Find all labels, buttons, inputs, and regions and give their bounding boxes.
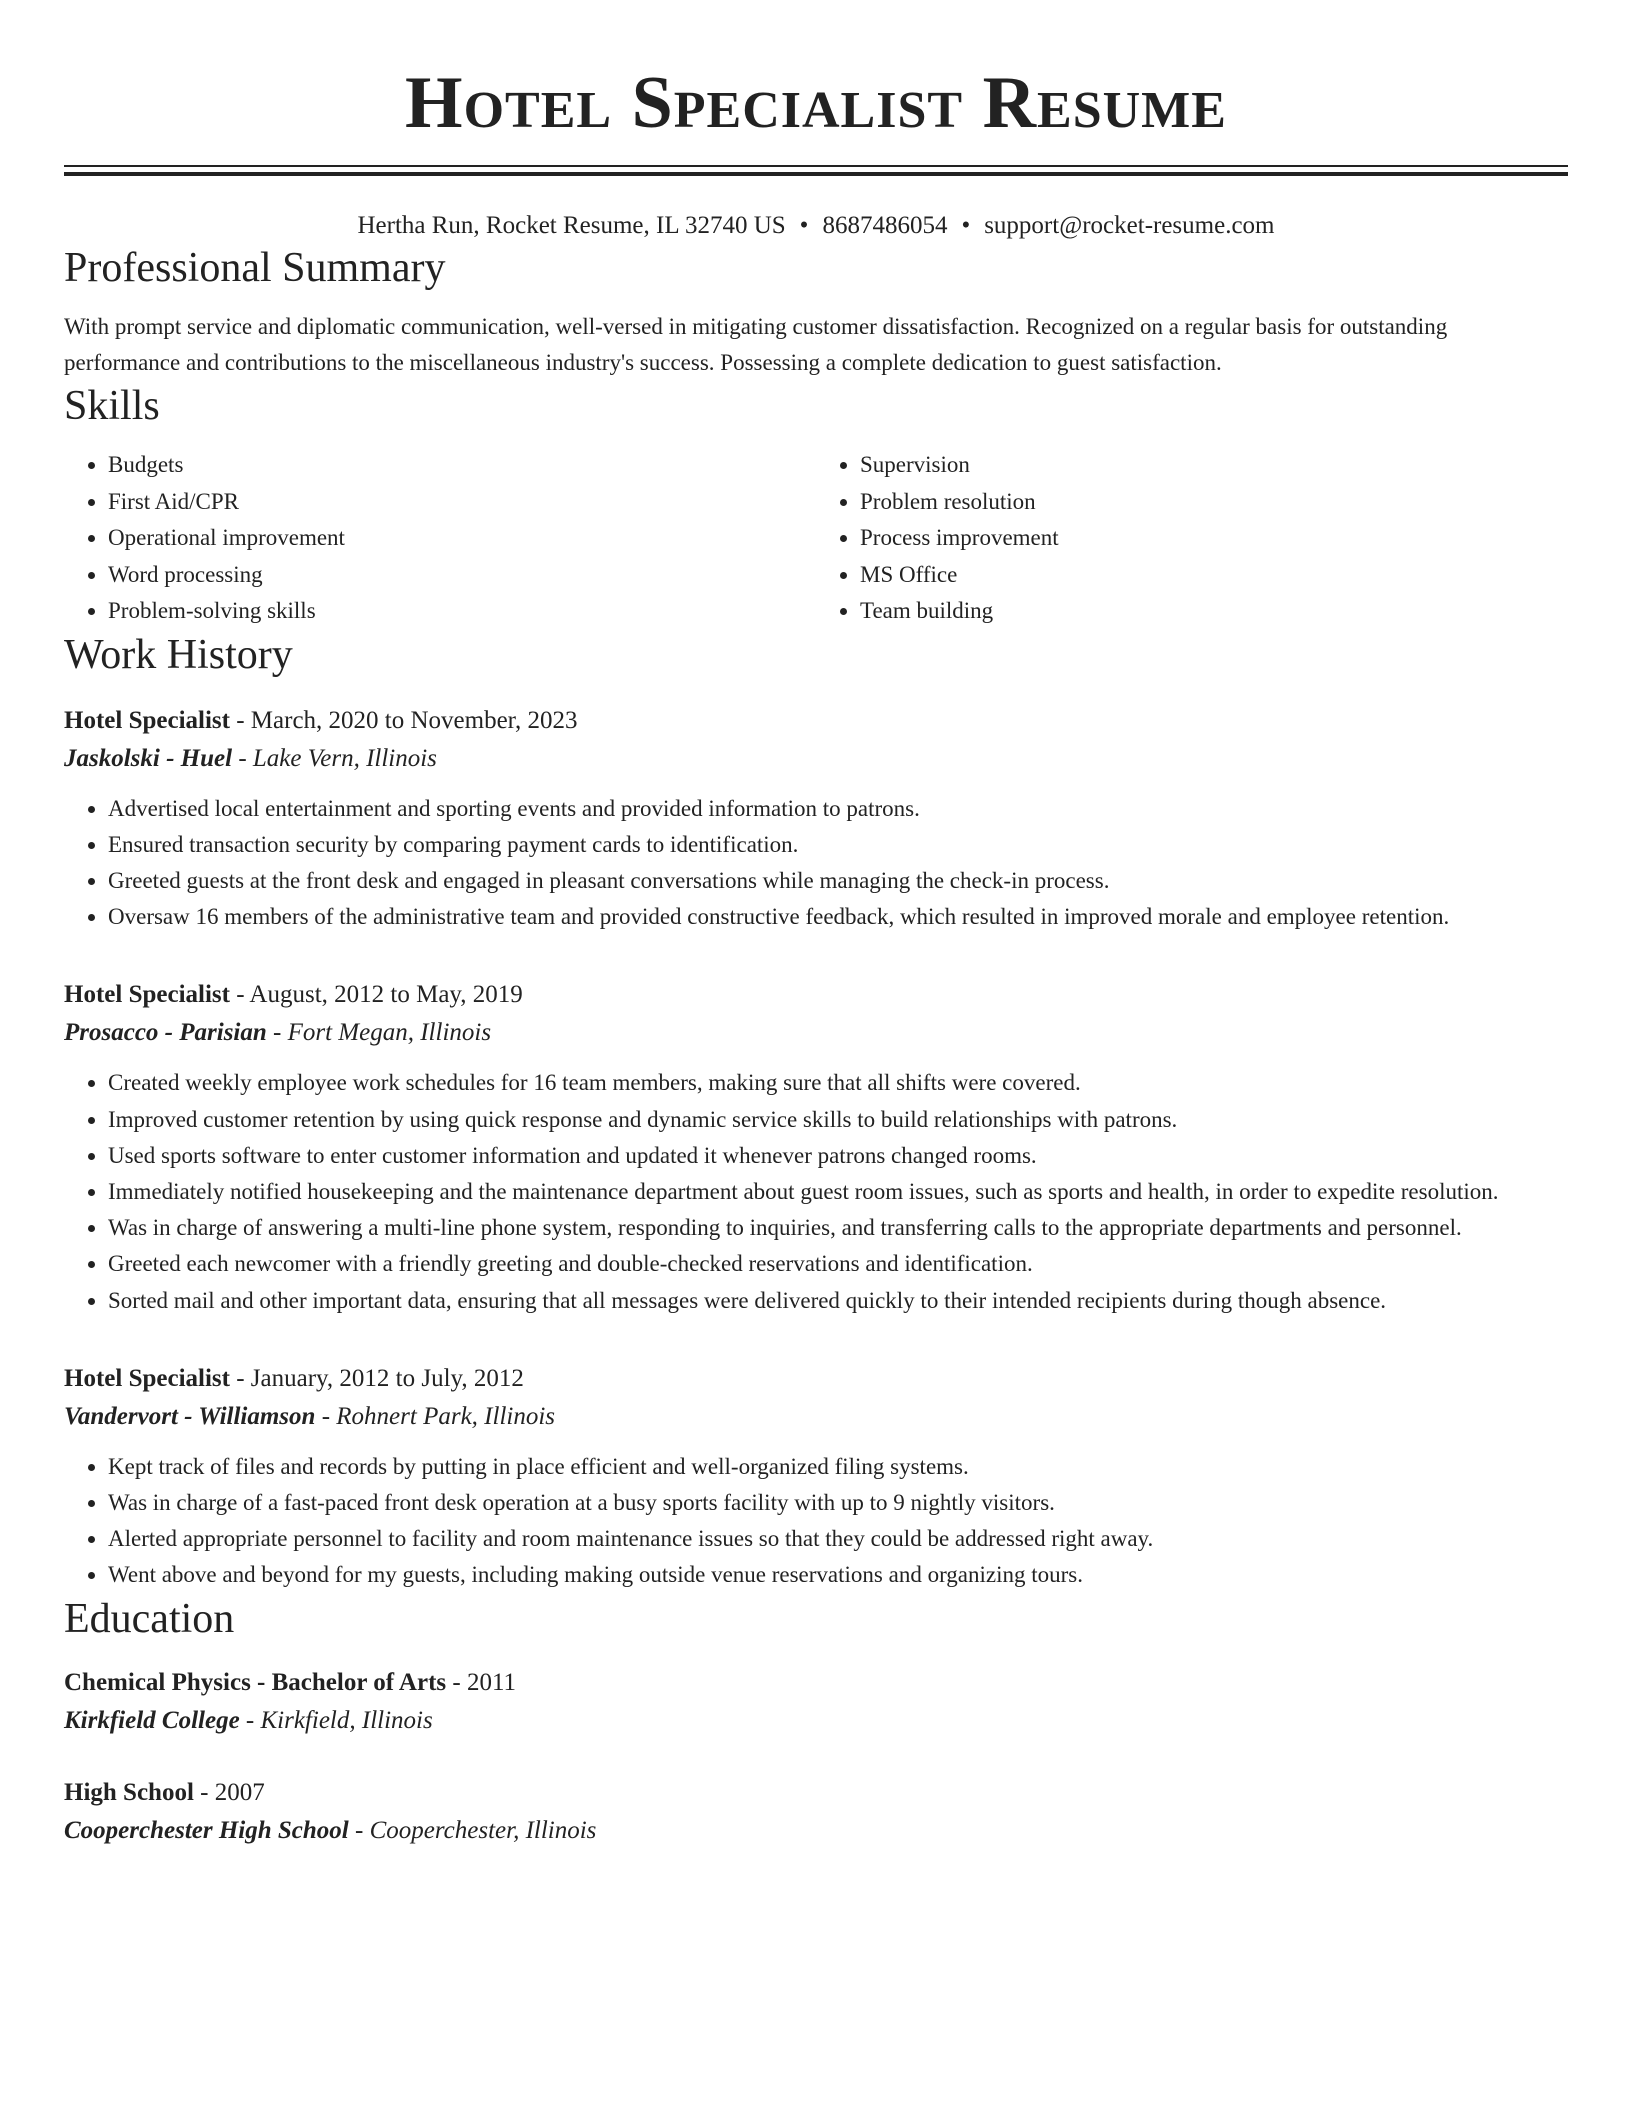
job-bullet: • Advertised local entertainment and sporting events and provided information to patrons. — [108, 791, 1568, 827]
education-school-line — [64, 1812, 1568, 1850]
job-entry — [64, 702, 1568, 936]
skills-heading: Skills — [64, 383, 160, 429]
job-company: Vandervort - Williamson — [64, 1402, 316, 1430]
education-school: Cooperchester High School — [64, 1816, 349, 1844]
job-location: - Rohnert Park, Illinois — [315, 1402, 556, 1430]
skills-column-right — [816, 447, 1568, 630]
skill-item: • Supervision — [860, 447, 1568, 484]
job-bullet: • Was in charge of a fast-paced front desk operation at a busy sports facility with up to 9 nightly visitors. — [108, 1485, 1568, 1521]
job-dates: - August, 2012 to May, 2019 — [229, 981, 523, 1009]
education-year: - 2007 — [193, 1778, 265, 1806]
education-location: - Kirkfield, Illinois — [239, 1706, 433, 1734]
job-company-line — [64, 740, 1568, 778]
job-bullet: • Kept track of files and records by putting in place efficient and well-organized filing systems. — [108, 1449, 1568, 1485]
skill-item: • Problem resolution — [860, 484, 1568, 521]
job-bullet: • Oversaw 16 members of the administrative team and provided constructive feedback, which resulted in improved morale and employee retention. — [108, 899, 1568, 935]
job-bullet: • Went above and beyond for my guests, including making outside venue reservations and organizing tours. — [108, 1557, 1568, 1593]
job-company: Jaskolski - Huel — [64, 744, 233, 772]
education-location: - Cooperchester, Illinois — [348, 1816, 597, 1844]
education-year: - 2011 — [446, 1668, 517, 1696]
job-bullets — [64, 791, 1568, 936]
job-dates: - March, 2020 to November, 2023 — [229, 706, 578, 734]
job-title-line — [64, 976, 1568, 1014]
job-bullet: • Improved customer retention by using quick response and dynamic service skills to build relationships with patrons. — [108, 1102, 1568, 1138]
job-bullets — [64, 1065, 1568, 1318]
job-bullet: • Greeted guests at the front desk and engaged in pleasant conversations while managing the check-in process. — [108, 863, 1568, 899]
title-rule-thin — [64, 165, 1568, 167]
job-bullet: • Created weekly employee work schedules for 16 team members, making sure that all shifts were covered. — [108, 1065, 1568, 1101]
contact-line — [64, 209, 1568, 243]
job-entry — [64, 1360, 1568, 1594]
job-bullet: • Sorted mail and other important data, ensuring that all messages were delivered quickly to their intended recipients during though absence. — [108, 1283, 1568, 1319]
job-company: Prosacco - Parisian — [64, 1019, 267, 1047]
job-title: Hotel Specialist — [64, 706, 230, 734]
summary-heading: Professional Summary — [64, 245, 446, 291]
education-entry — [64, 1664, 1568, 1740]
skill-item: • Budgets — [108, 447, 816, 484]
job-company-line — [64, 1014, 1568, 1052]
job-dates: - January, 2012 to July, 2012 — [229, 1364, 524, 1392]
education-school: Kirkfield College — [64, 1706, 240, 1734]
skills-column-left — [64, 447, 816, 630]
skill-item: • Process improvement — [860, 520, 1568, 557]
skill-item: • Operational improvement — [108, 520, 816, 557]
job-location: - Fort Megan, Illinois — [266, 1019, 492, 1047]
job-bullet: • Immediately notified housekeeping and the maintenance department about guest room issues, such as sports and health, in order to expedite resolution. — [108, 1174, 1568, 1210]
contact-address: Hertha Run, Rocket Resume, IL 32740 US — [357, 212, 786, 239]
skill-item: • Problem-solving skills — [108, 593, 816, 630]
work-history-heading: Work History — [64, 631, 293, 678]
job-title-line — [64, 702, 1568, 740]
job-bullet: • Ensured transaction security by comparing payment cards to identification. — [108, 827, 1568, 863]
job-title: Hotel Specialist — [64, 981, 230, 1009]
contact-separator: • — [799, 212, 809, 239]
job-bullets — [64, 1449, 1568, 1594]
contact-separator: • — [961, 212, 971, 239]
summary-text: With prompt service and diplomatic communication, well-versed in mitigating customer dissatisfaction. Recognized on a regular basis for outstanding performance and contributions to the miscellaneous industry's success. Possessing a complete dedication to guest satisfaction. — [64, 314, 1448, 375]
skill-item: • MS Office — [860, 557, 1568, 594]
job-location: - Lake Vern, Illinois — [232, 744, 437, 772]
education-degree: Chemical Physics - Bachelor of Arts — [64, 1668, 447, 1696]
skill-item: • First Aid/CPR — [108, 484, 816, 521]
job-entry — [64, 976, 1568, 1318]
education-degree-line — [64, 1664, 1568, 1702]
education-entry — [64, 1774, 1568, 1850]
job-bullet: • Greeted each newcomer with a friendly greeting and double-checked reservations and identification. — [108, 1246, 1568, 1282]
job-company-line — [64, 1398, 1568, 1436]
skill-item: • Team building — [860, 593, 1568, 630]
contact-phone: 8687486054 — [822, 212, 948, 239]
education-heading: Education — [64, 1595, 235, 1642]
job-title: Hotel Specialist — [64, 1364, 230, 1392]
education-degree: High School — [64, 1778, 194, 1806]
job-bullet: • Was in charge of answering a multi-line phone system, responding to inquiries, and transferring calls to the appropriate departments and personnel. — [108, 1210, 1568, 1246]
education-degree-line — [64, 1774, 1568, 1812]
job-bullet: • Alerted appropriate personnel to facility and room maintenance issues so that they could be addressed right away. — [108, 1521, 1568, 1557]
job-title-line — [64, 1360, 1568, 1398]
title-rule-thick — [64, 172, 1568, 176]
contact-email: support@rocket-resume.com — [984, 212, 1275, 239]
job-bullet: • Used sports software to enter customer information and updated it whenever patrons changed rooms. — [108, 1138, 1568, 1174]
resume-title: Hotel Specialist Resume — [405, 62, 1227, 144]
skill-item: • Word processing — [108, 557, 816, 594]
skills-grid — [64, 447, 1568, 630]
education-school-line — [64, 1702, 1568, 1740]
